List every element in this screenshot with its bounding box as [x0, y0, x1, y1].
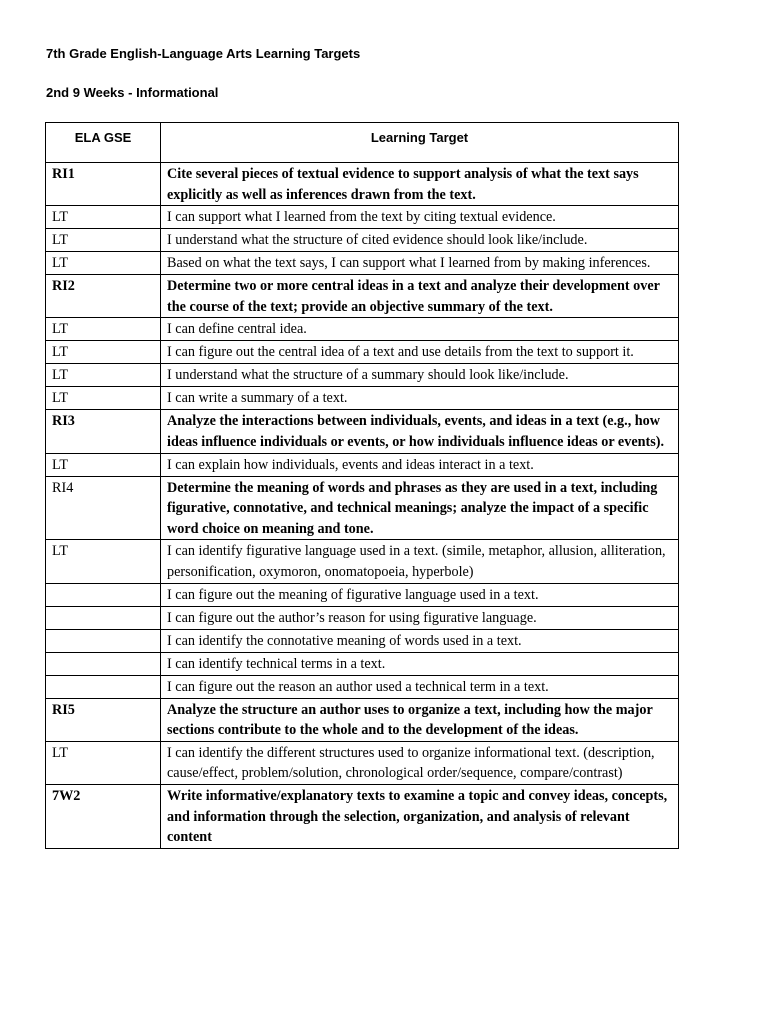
table-row [46, 252, 679, 275]
table-row [46, 206, 679, 229]
standard-row-ri2 [46, 275, 679, 318]
target-text: I can define central idea. [161, 318, 679, 341]
target-code [46, 583, 161, 606]
document-subtitle: 2nd 9 Weeks - Informational [46, 85, 219, 100]
target-text: I can identify technical terms in a text. [161, 652, 679, 675]
target-text: I can write a summary of a text. [161, 387, 679, 410]
header-learning-target: Learning Target [161, 123, 679, 163]
learning-targets-table [45, 122, 679, 849]
target-text: Based on what the text says, I can support what I learned from by making inferences. [161, 252, 679, 275]
target-text: I can explain how individuals, events and ideas interact in a text. [161, 453, 679, 476]
standard-row-ri1 [46, 163, 679, 206]
target-code: LT [46, 252, 161, 275]
standard-code: RI5 [46, 698, 161, 741]
target-code: LT [46, 387, 161, 410]
document-title: 7th Grade English-Language Arts Learning Targets [46, 46, 361, 61]
table-row [46, 229, 679, 252]
target-code: LT [46, 341, 161, 364]
target-text: I can figure out the central idea of a text and use details from the text to support it. [161, 341, 679, 364]
standard-code: RI2 [46, 275, 161, 318]
standard-text: Analyze the structure an author uses to organize a text, including how the major sections contribute to the whole and to the development of the ideas. [161, 698, 679, 741]
table-row [46, 341, 679, 364]
table-row [46, 583, 679, 606]
target-code [46, 629, 161, 652]
standard-text: Write informative/explanatory texts to examine a topic and convey ideas, concepts, and information through the selection, organization, and analysis of relevant content [161, 784, 679, 848]
standard-code: RI1 [46, 163, 161, 206]
target-text: I understand what the structure of cited evidence should look like/include. [161, 229, 679, 252]
table-row [46, 675, 679, 698]
target-text: I can support what I learned from the text by citing textual evidence. [161, 206, 679, 229]
target-code: LT [46, 741, 161, 784]
target-code: LT [46, 206, 161, 229]
target-text: I can identify the connotative meaning of words used in a text. [161, 629, 679, 652]
target-code [46, 606, 161, 629]
table-header-row [46, 123, 679, 163]
target-code: LT [46, 229, 161, 252]
target-code: LT [46, 364, 161, 387]
target-text: I can identify figurative language used in a text. (simile, metaphor, allusion, alliteration, personification, oxymoron, onomatopoeia, hyperbole) [161, 540, 679, 583]
standard-text: Determine two or more central ideas in a text and analyze their development over the course of the text; provide an objective summary of the text. [161, 275, 679, 318]
standard-row-ri5 [46, 698, 679, 741]
target-code [46, 652, 161, 675]
target-text: I can figure out the meaning of figurative language used in a text. [161, 583, 679, 606]
table-row [46, 387, 679, 410]
table-row [46, 364, 679, 387]
header-ela-gse: ELA GSE [46, 123, 161, 163]
target-code: LT [46, 318, 161, 341]
standard-row-ri4 [46, 476, 679, 540]
table-row [46, 741, 679, 784]
standard-row-ri3 [46, 410, 679, 453]
table-row [46, 629, 679, 652]
standard-text: Determine the meaning of words and phrases as they are used in a text, including figurative, connotative, and technical meanings; analyze the impact of a specific word choice on meaning and tone. [161, 476, 679, 540]
target-text: I can identify the different structures used to organize informational text. (description, cause/effect, problem/solution, chronological order/sequence, compare/contrast) [161, 741, 679, 784]
standard-text: Analyze the interactions between individuals, events, and ideas in a text (e.g., how ideas influence individuals or events, or how individuals influence ideas or events). [161, 410, 679, 453]
target-code: LT [46, 540, 161, 583]
table-row [46, 318, 679, 341]
standard-code: RI4 [46, 476, 161, 540]
standard-row-7w2 [46, 784, 679, 848]
target-code: LT [46, 453, 161, 476]
target-text: I can figure out the author’s reason for using figurative language. [161, 606, 679, 629]
target-text: I understand what the structure of a summary should look like/include. [161, 364, 679, 387]
standard-code: RI3 [46, 410, 161, 453]
standard-text: Cite several pieces of textual evidence to support analysis of what the text says explicitly as well as inferences drawn from the text. [161, 163, 679, 206]
table-row [46, 453, 679, 476]
table-row [46, 606, 679, 629]
target-code [46, 675, 161, 698]
table-row [46, 652, 679, 675]
target-text: I can figure out the reason an author used a technical term in a text. [161, 675, 679, 698]
standard-code: 7W2 [46, 784, 161, 848]
table-row [46, 540, 679, 583]
